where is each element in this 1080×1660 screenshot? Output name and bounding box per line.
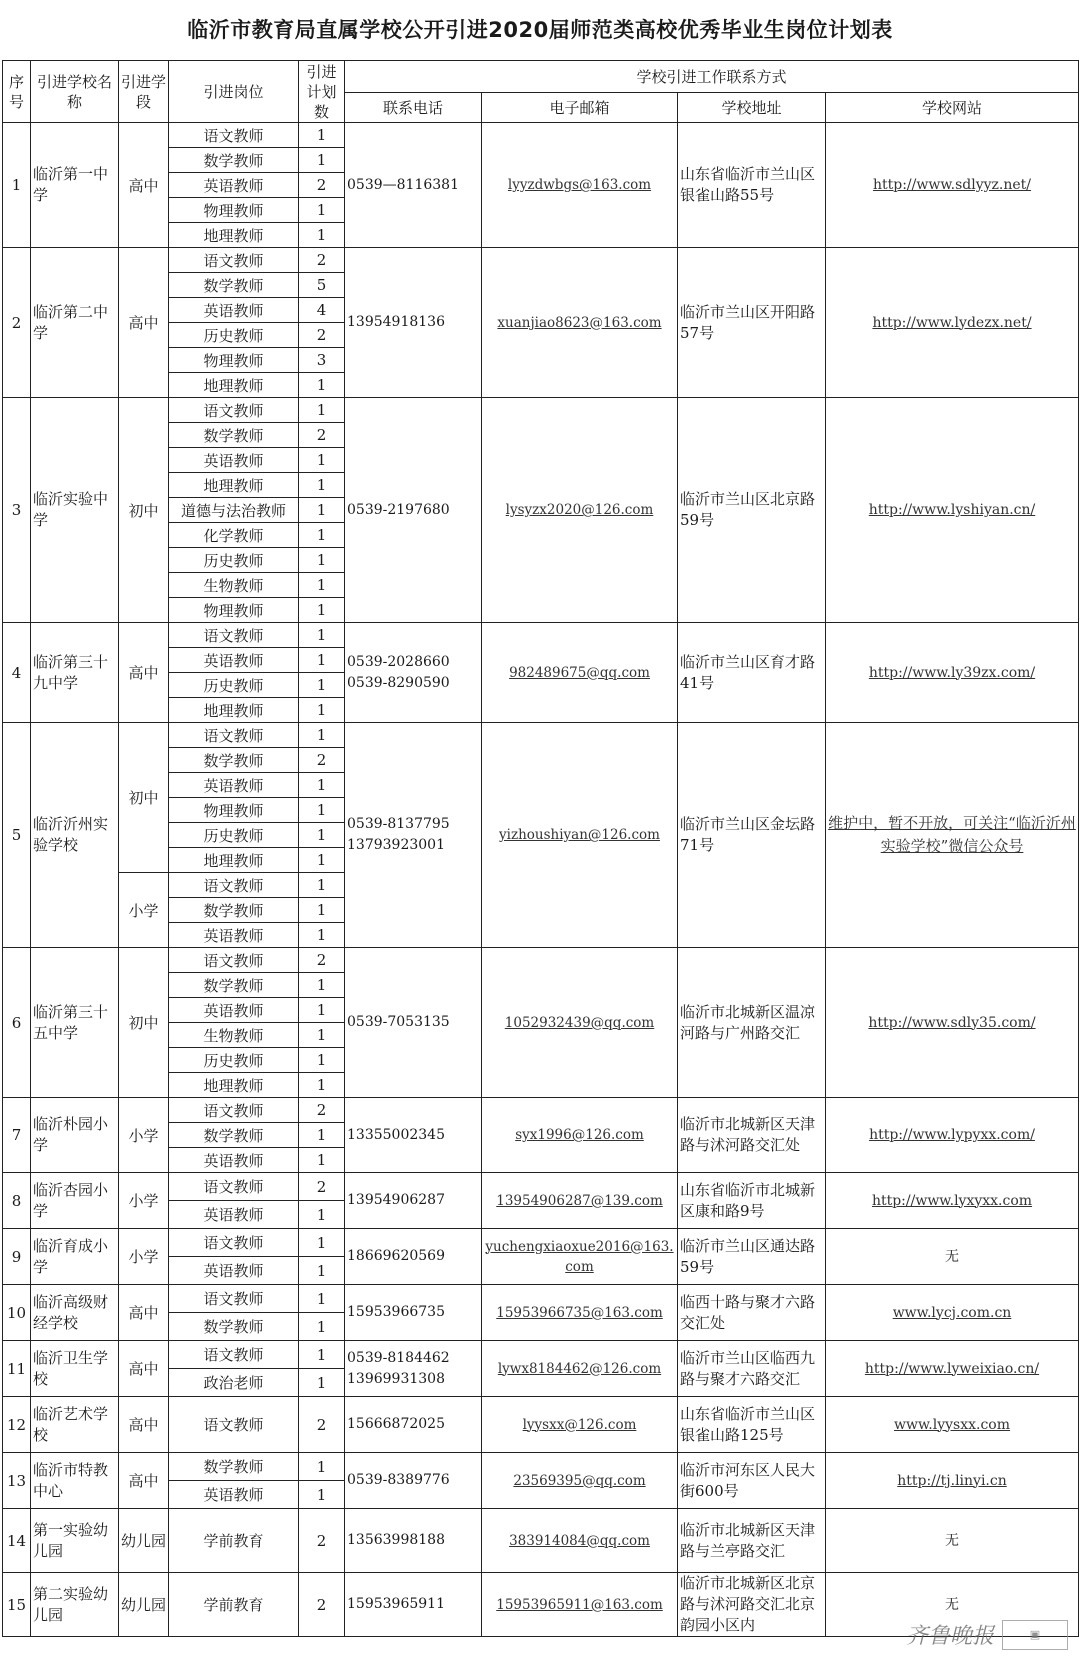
phone-cell (345, 1397, 482, 1453)
count-cell: 1 (299, 698, 345, 723)
school-name-cell: 临沂第一中学 (31, 123, 119, 248)
stage-cell: 幼儿园 (119, 1509, 169, 1573)
position-cell: 物理教师 (169, 798, 299, 823)
email-link[interactable]: 15953965911@163.com (496, 1596, 663, 1613)
phone-cell (345, 1098, 482, 1173)
email-link[interactable]: xuanjiao8623@163.com (497, 314, 662, 331)
email-link[interactable]: yuchengxiaoxue2016@163.com (485, 1238, 674, 1275)
position-cell: 生物教师 (169, 1023, 299, 1048)
phone-cell (345, 248, 482, 398)
school-name-cell: 临沂沂州实验学校 (31, 723, 119, 948)
website-cell (826, 948, 1079, 1098)
position-cell: 道德与法治教师 (169, 498, 299, 523)
table-row (3, 248, 1079, 273)
position-cell: 英语教师 (169, 648, 299, 673)
phone-number: 13563998188 (347, 1532, 445, 1548)
count-cell: 1 (299, 1369, 345, 1397)
phone-cell (345, 398, 482, 623)
position-cell: 英语教师 (169, 1201, 299, 1229)
email-cell (482, 398, 678, 623)
count-cell: 1 (299, 823, 345, 848)
school-name-cell: 临沂实验中学 (31, 398, 119, 623)
position-cell: 英语教师 (169, 1481, 299, 1509)
count-cell: 1 (299, 1048, 345, 1073)
stage-cell: 小学 (119, 873, 169, 948)
count-cell: 1 (299, 1148, 345, 1173)
position-cell: 语文教师 (169, 398, 299, 423)
stage-cell: 初中 (119, 948, 169, 1098)
phone-cell (345, 948, 482, 1098)
phone-cell (345, 1229, 482, 1285)
count-cell: 1 (299, 148, 345, 173)
count-cell: 1 (299, 1453, 345, 1481)
table-row (3, 1453, 1079, 1481)
email-link[interactable]: syx1996@126.com (515, 1127, 644, 1143)
website-link[interactable]: http://tj.linyi.cn (897, 1472, 1007, 1489)
position-cell: 历史教师 (169, 673, 299, 698)
stage-cell: 初中 (119, 723, 169, 873)
position-cell: 学前教育 (169, 1573, 299, 1637)
position-cell: 学前教育 (169, 1509, 299, 1573)
count-cell: 2 (299, 423, 345, 448)
count-cell: 1 (299, 798, 345, 823)
count-cell: 2 (299, 748, 345, 773)
stage-cell: 高中 (119, 1341, 169, 1397)
school-name-cell: 临沂市特教中心 (31, 1453, 119, 1509)
position-cell: 语文教师 (169, 623, 299, 648)
stage-cell: 初中 (119, 398, 169, 623)
school-name-cell: 临沂育成小学 (31, 1229, 119, 1285)
count-cell: 2 (299, 323, 345, 348)
website-cell (826, 1173, 1079, 1229)
email-link[interactable]: lyysxx@126.com (522, 1416, 637, 1433)
watermark-text: 齐鲁晚报 (905, 1624, 994, 1649)
address-cell: 临西十路与聚才六路交汇处 (678, 1285, 826, 1341)
phone-number: 0539—8116381 (347, 176, 459, 193)
seq-cell: 15 (3, 1573, 31, 1637)
website-link[interactable]: http://www.lyxyxx.com (871, 1192, 1033, 1209)
count-cell: 1 (299, 1229, 345, 1257)
stage-cell: 高中 (119, 1285, 169, 1341)
seq-cell: 2 (3, 248, 31, 398)
stage-cell: 高中 (119, 248, 169, 398)
header-seq: 序号 (3, 61, 31, 123)
seq-cell: 12 (3, 1397, 31, 1453)
position-cell: 英语教师 (169, 173, 299, 198)
email-cell (482, 1453, 678, 1509)
email-link[interactable]: yizhoushiyan@126.com (499, 827, 660, 843)
phone-number: 0539-8389776 (347, 1472, 450, 1488)
count-cell: 1 (299, 623, 345, 648)
website-cell (826, 723, 1079, 948)
position-cell: 英语教师 (169, 448, 299, 473)
address-cell: 临沂市兰山区临西九路与聚才六路交汇 (678, 1341, 826, 1397)
website-link[interactable]: http://www.sdly35.com/ (868, 1014, 1036, 1031)
seq-cell: 5 (3, 723, 31, 948)
position-cell: 数学教师 (169, 1313, 299, 1341)
email-cell (482, 248, 678, 398)
website-link[interactable]: http://www.ly39zx.com/ (868, 664, 1036, 681)
address-cell: 临沂市北城新区北京路与沭河路交汇北京韵园小区内 (678, 1573, 826, 1637)
seq-cell: 8 (3, 1173, 31, 1229)
address-cell: 临沂市兰山区育才路41号 (678, 623, 826, 723)
table-row (3, 123, 1079, 148)
count-cell: 1 (299, 898, 345, 923)
count-cell: 1 (299, 398, 345, 423)
position-cell: 语文教师 (169, 873, 299, 898)
email-link[interactable]: 1052932439@qq.com (504, 1014, 655, 1031)
email-cell (482, 723, 678, 948)
position-cell: 地理教师 (169, 473, 299, 498)
position-cell: 数学教师 (169, 148, 299, 173)
phone-cell (345, 1341, 482, 1397)
address-cell: 临沂市河东区人民大街600号 (678, 1453, 826, 1509)
header-address: 学校地址 (678, 93, 826, 123)
watermark (906, 1619, 1068, 1650)
position-cell: 物理教师 (169, 598, 299, 623)
website-link[interactable]: www.lyysxx.com (894, 1416, 1011, 1433)
email-cell (482, 1173, 678, 1229)
position-cell: 语文教师 (169, 123, 299, 148)
website-none: 无 (945, 1248, 959, 1265)
phone-number: 0539-2197680 (347, 501, 450, 518)
table-body (3, 123, 1079, 1637)
seq-cell: 3 (3, 398, 31, 623)
email-cell (482, 1341, 678, 1397)
phone-cell (345, 1453, 482, 1509)
count-cell: 1 (299, 573, 345, 598)
count-cell: 1 (299, 1313, 345, 1341)
position-cell: 地理教师 (169, 223, 299, 248)
stage-cell: 高中 (119, 1453, 169, 1509)
position-cell: 政治老师 (169, 1369, 299, 1397)
seq-cell: 4 (3, 623, 31, 723)
phone-number: 13355002345 (347, 1126, 445, 1143)
position-cell: 语文教师 (169, 723, 299, 748)
position-cell: 数学教师 (169, 423, 299, 448)
email-cell (482, 1397, 678, 1453)
count-cell: 1 (299, 548, 345, 573)
position-cell: 生物教师 (169, 573, 299, 598)
stage-cell: 高中 (119, 623, 169, 723)
count-cell: 1 (299, 1341, 345, 1369)
count-cell: 2 (299, 1098, 345, 1123)
phone-number: 13793923001 (347, 837, 445, 853)
table-row (3, 723, 1079, 748)
position-cell: 数学教师 (169, 1123, 299, 1148)
position-cell: 语文教师 (169, 1098, 299, 1123)
school-name-cell: 临沂第三十五中学 (31, 948, 119, 1098)
table-row (3, 1509, 1079, 1573)
position-cell: 数学教师 (169, 748, 299, 773)
email-link[interactable]: lywx8184462@126.com (497, 1360, 662, 1377)
header-website: 学校网站 (826, 93, 1079, 123)
position-cell: 历史教师 (169, 1048, 299, 1073)
header-phone: 联系电话 (345, 93, 482, 123)
newspaper-logo-icon: ▣ (1002, 1620, 1068, 1650)
phone-number: 18669620569 (347, 1248, 445, 1264)
count-cell: 1 (299, 498, 345, 523)
phone-number: 0539-8184462 (347, 1349, 450, 1366)
position-cell: 语文教师 (169, 948, 299, 973)
phone-cell (345, 1173, 482, 1229)
count-cell: 5 (299, 273, 345, 298)
school-name-cell: 临沂艺术学校 (31, 1397, 119, 1453)
count-cell: 1 (299, 1023, 345, 1048)
school-name-cell: 临沂卫生学校 (31, 1341, 119, 1397)
table-row (3, 1285, 1079, 1313)
phone-number: 15953966735 (347, 1304, 445, 1320)
count-cell: 1 (299, 723, 345, 748)
count-cell: 1 (299, 873, 345, 898)
position-cell: 语文教师 (169, 1229, 299, 1257)
website-cell (826, 1098, 1079, 1173)
email-cell (482, 623, 678, 723)
phone-number: 0539-8137795 (347, 816, 450, 832)
website-link[interactable]: http://www.lyweixiao.cn/ (864, 1360, 1040, 1377)
website-cell (826, 248, 1079, 398)
address-cell: 山东省临沂市兰山区银雀山路55号 (678, 123, 826, 248)
stage-cell: 高中 (119, 123, 169, 248)
website-link[interactable]: http://www.lyshiyan.cn/ (868, 502, 1036, 518)
website-cell (826, 1397, 1079, 1453)
website-cell (826, 623, 1079, 723)
email-cell (482, 1229, 678, 1285)
header-position: 引进岗位 (169, 61, 299, 123)
count-cell: 1 (299, 923, 345, 948)
position-cell: 英语教师 (169, 773, 299, 798)
position-cell: 英语教师 (169, 923, 299, 948)
position-cell: 历史教师 (169, 548, 299, 573)
website-cell (826, 1509, 1079, 1573)
position-cell: 英语教师 (169, 1148, 299, 1173)
position-cell: 语文教师 (169, 1285, 299, 1313)
email-link[interactable]: 23569395@qq.com (513, 1472, 646, 1489)
table-row (3, 1341, 1079, 1369)
count-cell: 1 (299, 373, 345, 398)
seq-cell: 9 (3, 1229, 31, 1285)
header-email: 电子邮箱 (482, 93, 678, 123)
position-cell: 地理教师 (169, 373, 299, 398)
position-cell: 地理教师 (169, 1073, 299, 1098)
stage-cell: 小学 (119, 1229, 169, 1285)
position-cell: 物理教师 (169, 348, 299, 373)
phone-cell (345, 723, 482, 948)
count-cell: 1 (299, 1481, 345, 1509)
school-name-cell: 临沂第二中学 (31, 248, 119, 398)
address-cell: 临沂市北城新区天津路与沭河路交汇处 (678, 1098, 826, 1173)
count-cell: 1 (299, 648, 345, 673)
count-cell: 1 (299, 123, 345, 148)
email-cell (482, 1285, 678, 1341)
stage-cell: 幼儿园 (119, 1573, 169, 1637)
seq-cell: 10 (3, 1285, 31, 1341)
position-cell: 地理教师 (169, 698, 299, 723)
phone-number: 15953965911 (347, 1596, 445, 1612)
phone-number: 13954906287 (347, 1192, 445, 1208)
website-link[interactable]: www.lycj.com.cn (892, 1304, 1012, 1321)
phone-number: 13969931308 (347, 1370, 445, 1387)
seq-cell: 6 (3, 948, 31, 1098)
website-link[interactable]: http://www.lypyxx.com/ (869, 1127, 1035, 1143)
website-cell (826, 1453, 1079, 1509)
page-title: 临沂市教育局直属学校公开引进2020届师范类高校优秀毕业生岗位计划表 (187, 18, 893, 42)
count-cell: 2 (299, 1173, 345, 1201)
email-link[interactable]: 13954906287@139.com (496, 1192, 663, 1209)
school-name-cell: 临沂朴园小学 (31, 1098, 119, 1173)
seq-cell: 7 (3, 1098, 31, 1173)
position-cell: 语文教师 (169, 1397, 299, 1453)
phone-number: 0539-2028660 (347, 653, 450, 670)
position-cell: 数学教师 (169, 898, 299, 923)
phone-number: 0539-7053135 (347, 1014, 450, 1030)
count-cell: 1 (299, 848, 345, 873)
table-row (3, 623, 1079, 648)
count-cell: 1 (299, 473, 345, 498)
email-link[interactable]: 383914084@qq.com (509, 1532, 650, 1549)
count-cell: 1 (299, 973, 345, 998)
count-cell: 1 (299, 523, 345, 548)
school-name-cell: 临沂第三十九中学 (31, 623, 119, 723)
address-cell: 临沂市兰山区开阳路57号 (678, 248, 826, 398)
email-link[interactable]: lyyzdwbgs@163.com (507, 177, 652, 193)
table-row (3, 398, 1079, 423)
stage-cell: 小学 (119, 1173, 169, 1229)
school-name-cell: 第一实验幼儿园 (31, 1509, 119, 1573)
phone-cell (345, 1573, 482, 1637)
position-cell: 英语教师 (169, 1257, 299, 1285)
phone-number: 13954918136 (347, 314, 445, 330)
email-cell (482, 948, 678, 1098)
phone-number: 15666872025 (347, 1416, 445, 1432)
website-cell (826, 1229, 1079, 1285)
position-cell: 物理教师 (169, 198, 299, 223)
website-none: 无 (945, 1532, 959, 1549)
phone-number: 0539-8290590 (347, 674, 450, 691)
table-row (3, 1098, 1079, 1123)
email-cell (482, 1509, 678, 1573)
website-maintenance-note[interactable]: 维护中，暂不开放，可关注“临沂沂州实验学校”微信公众号 (828, 814, 1076, 855)
position-cell: 化学教师 (169, 523, 299, 548)
count-cell: 1 (299, 1123, 345, 1148)
seq-cell: 14 (3, 1509, 31, 1573)
address-cell: 临沂市北城新区温凉河路与广州路交汇 (678, 948, 826, 1098)
position-cell: 语文教师 (169, 248, 299, 273)
count-cell: 1 (299, 223, 345, 248)
stage-cell: 小学 (119, 1098, 169, 1173)
header-stage: 引进学段 (119, 61, 169, 123)
position-cell: 历史教师 (169, 323, 299, 348)
count-cell: 2 (299, 1573, 345, 1637)
position-cell: 英语教师 (169, 998, 299, 1023)
email-link[interactable]: 15953966735@163.com (496, 1304, 663, 1321)
header-contact: 学校引进工作联系方式 (345, 61, 1079, 93)
count-cell: 1 (299, 1073, 345, 1098)
table-row (3, 1229, 1079, 1257)
position-cell: 语文教师 (169, 1173, 299, 1201)
email-cell (482, 123, 678, 248)
count-cell: 2 (299, 1509, 345, 1573)
email-cell (482, 1573, 678, 1637)
position-cell: 数学教师 (169, 273, 299, 298)
address-cell: 临沂市兰山区北京路59号 (678, 398, 826, 623)
count-cell: 4 (299, 298, 345, 323)
school-name-cell: 临沂杏园小学 (31, 1173, 119, 1229)
website-link[interactable]: http://www.sdlyyz.net/ (872, 177, 1032, 193)
email-link[interactable]: lysyzx2020@126.com (505, 502, 654, 518)
address-cell: 山东省临沂市兰山区银雀山路125号 (678, 1397, 826, 1453)
position-cell: 地理教师 (169, 848, 299, 873)
table-row (3, 948, 1079, 973)
recruitment-plan-table (2, 60, 1079, 1637)
seq-cell: 1 (3, 123, 31, 248)
address-cell: 临沂市兰山区通达路59号 (678, 1229, 826, 1285)
count-cell: 3 (299, 348, 345, 373)
website-link[interactable]: http://www.lydezx.net/ (872, 314, 1032, 331)
school-name-cell: 临沂高级财经学校 (31, 1285, 119, 1341)
count-cell: 1 (299, 673, 345, 698)
seq-cell: 13 (3, 1453, 31, 1509)
phone-cell (345, 623, 482, 723)
phone-cell (345, 1509, 482, 1573)
table-row (3, 1173, 1079, 1201)
stage-cell: 高中 (119, 1397, 169, 1453)
website-none: 无 (945, 1596, 959, 1613)
count-cell: 1 (299, 448, 345, 473)
table-row (3, 1397, 1079, 1453)
address-cell: 临沂市北城新区天津路与兰亭路交汇 (678, 1509, 826, 1573)
address-cell: 山东省临沂市北城新区康和路9号 (678, 1173, 826, 1229)
website-cell (826, 398, 1079, 623)
school-name-cell: 第二实验幼儿园 (31, 1573, 119, 1637)
count-cell: 1 (299, 198, 345, 223)
header-count: 引进计划数 (299, 61, 345, 123)
count-cell: 2 (299, 948, 345, 973)
count-cell: 1 (299, 1285, 345, 1313)
email-link[interactable]: 982489675@qq.com (509, 664, 650, 681)
count-cell: 2 (299, 1397, 345, 1453)
email-cell (482, 1098, 678, 1173)
website-cell (826, 1341, 1079, 1397)
count-cell: 1 (299, 998, 345, 1023)
header-school: 引进学校名称 (31, 61, 119, 123)
position-cell: 英语教师 (169, 298, 299, 323)
address-cell: 临沂市兰山区金坛路71号 (678, 723, 826, 948)
phone-cell (345, 1285, 482, 1341)
position-cell: 数学教师 (169, 973, 299, 998)
position-cell: 数学教师 (169, 1453, 299, 1481)
count-cell: 1 (299, 1257, 345, 1285)
position-cell: 历史教师 (169, 823, 299, 848)
website-cell (826, 1285, 1079, 1341)
phone-cell (345, 123, 482, 248)
count-cell: 2 (299, 248, 345, 273)
count-cell: 1 (299, 773, 345, 798)
position-cell: 语文教师 (169, 1341, 299, 1369)
count-cell: 2 (299, 173, 345, 198)
count-cell: 1 (299, 1201, 345, 1229)
website-cell (826, 123, 1079, 248)
count-cell: 1 (299, 598, 345, 623)
seq-cell: 11 (3, 1341, 31, 1397)
